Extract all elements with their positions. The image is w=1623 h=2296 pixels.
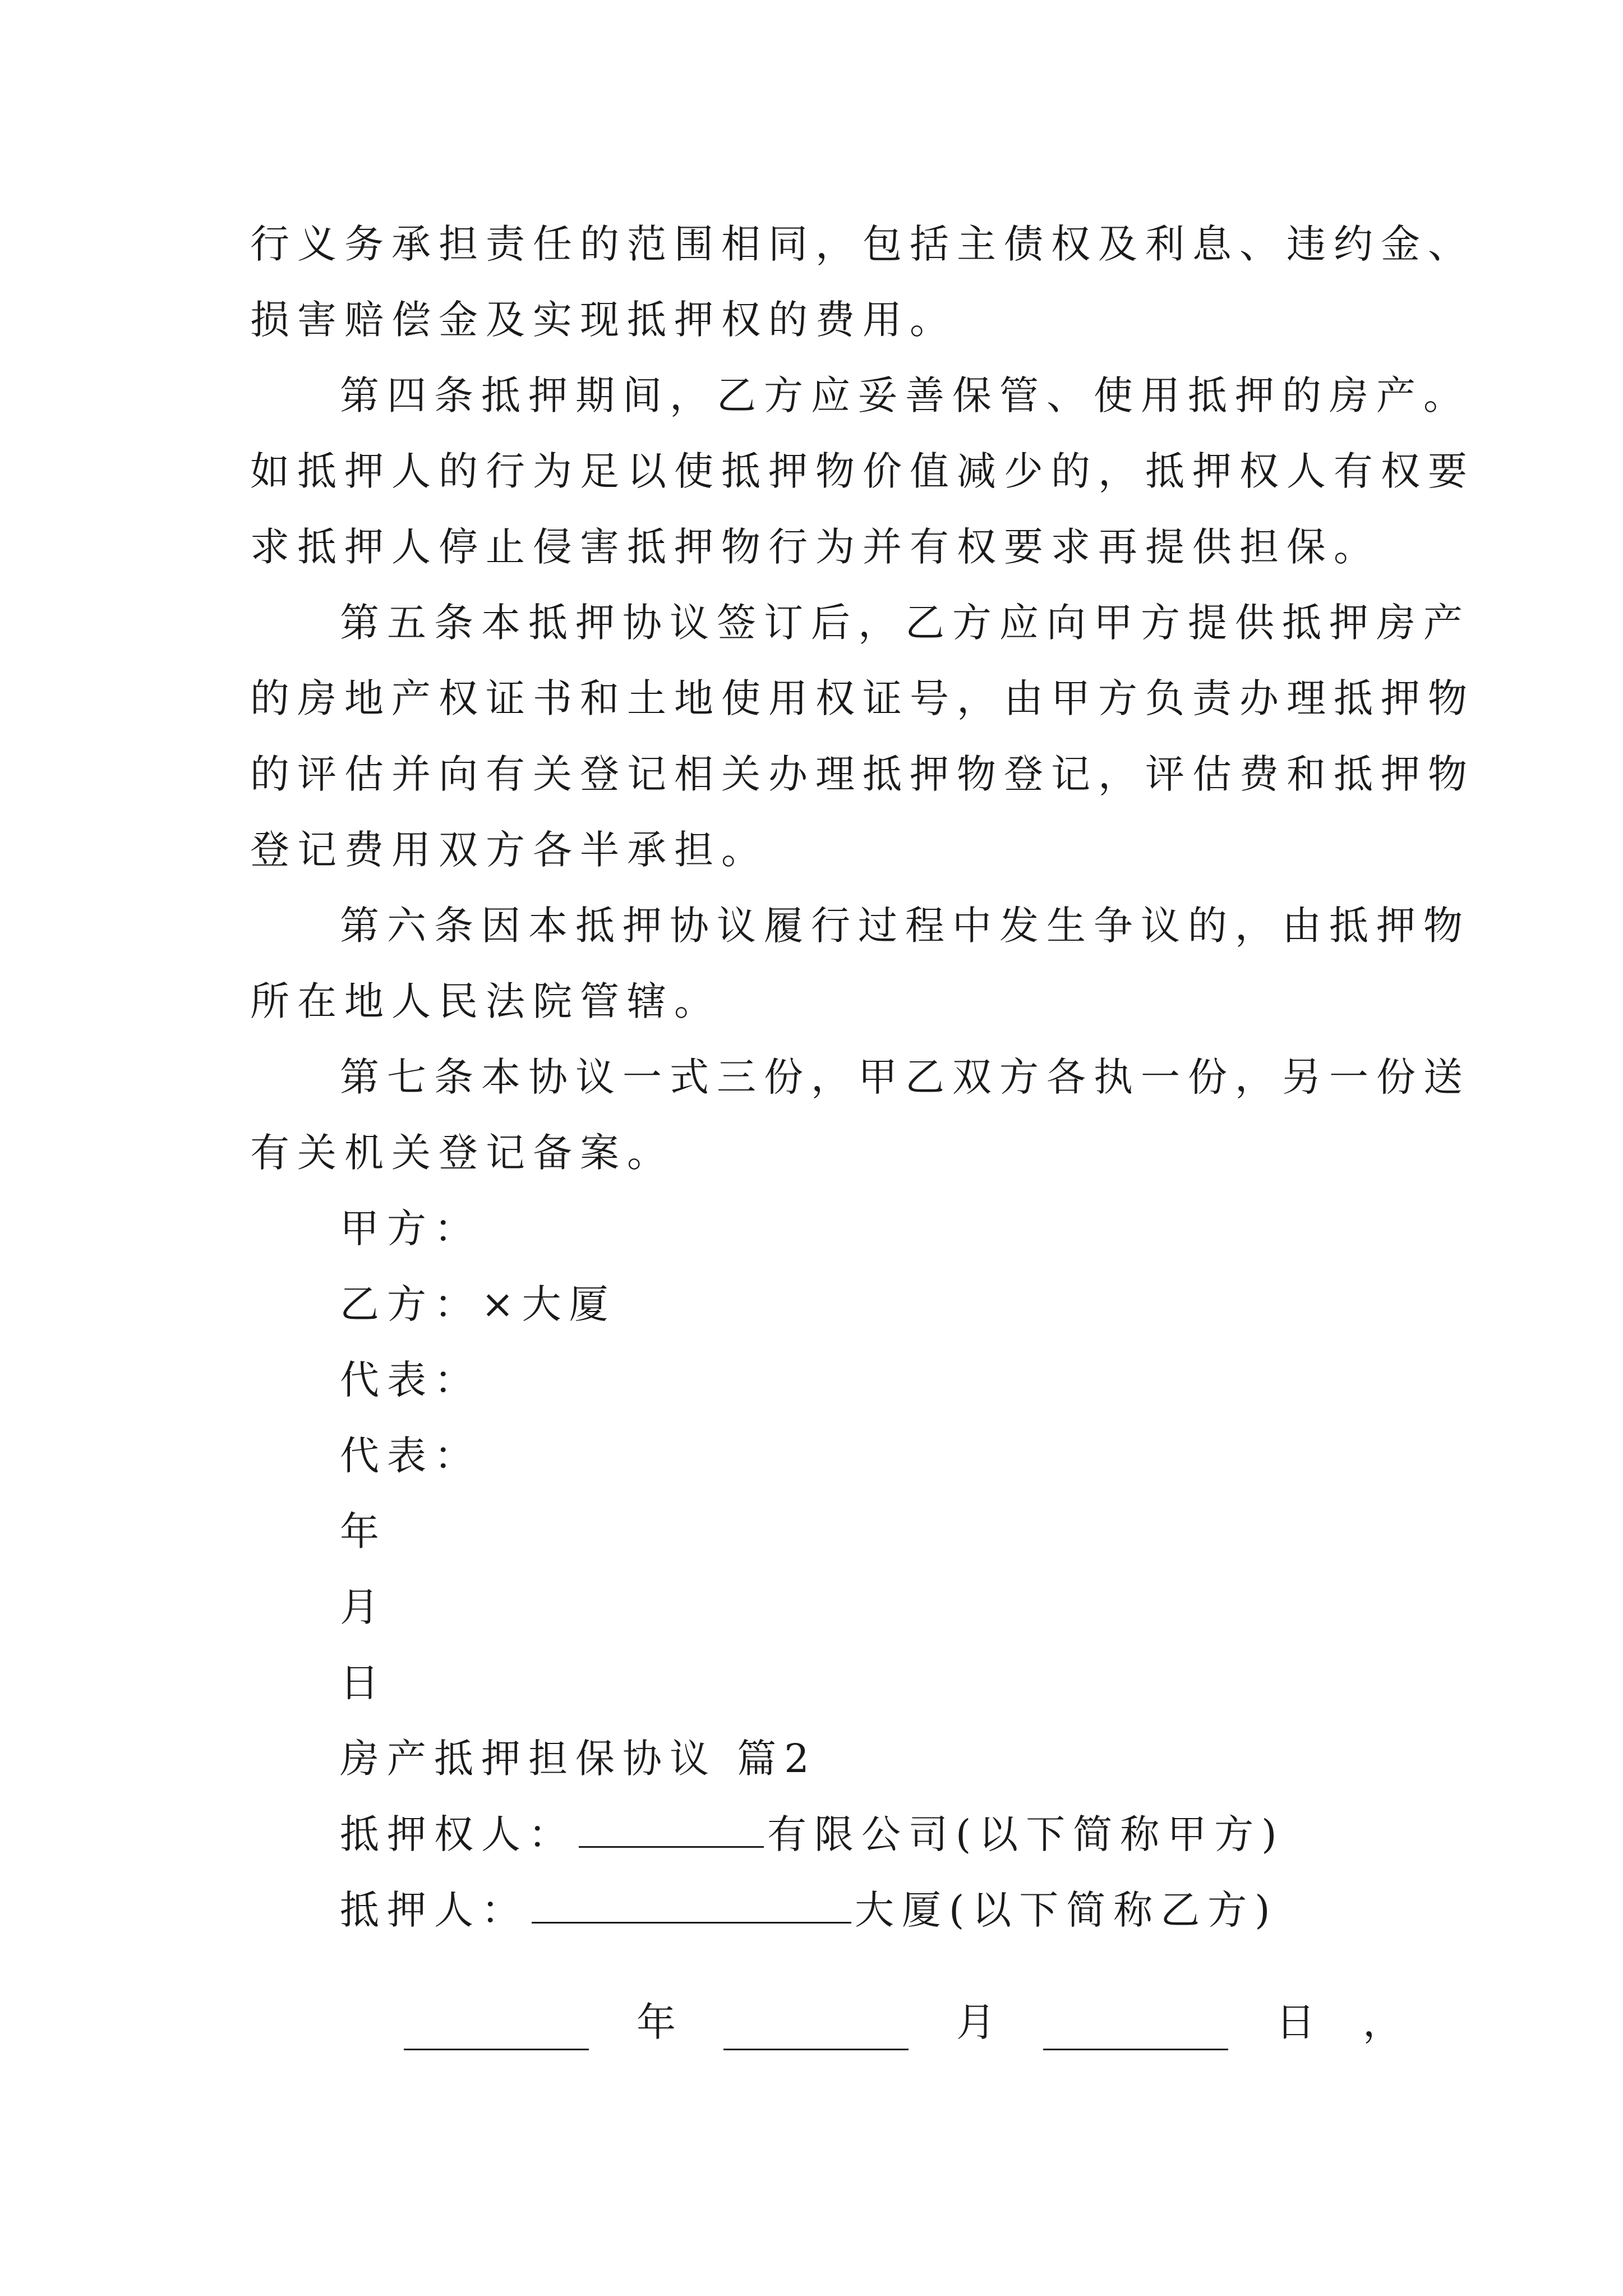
year-blank <box>404 2015 589 2050</box>
day-unit: 日 <box>1276 1999 1315 2045</box>
mortgagee-blank <box>579 1812 764 1848</box>
year-unit: 年 <box>637 1999 676 2045</box>
paragraph-line: 第四条抵押期间，乙方应妥善保管、使用抵押的房产。 <box>340 372 1470 418</box>
paragraph-line: 如抵押人的行为足以使抵押物价值减少的，抵押权人有权要 <box>250 448 1475 494</box>
paragraph-line: 有关机关登记备案。 <box>250 1130 674 1176</box>
mortgagor-suffix: 大厦(以下简称乙方) <box>855 1887 1278 1933</box>
month-blank <box>723 2015 909 2050</box>
mortgagee-suffix: 有限公司(以下简称甲方) <box>767 1811 1285 1857</box>
date-comma: ， <box>1363 1999 1402 2045</box>
paragraph-line: 求抵押人停止侵害抵押物行为并有权要求再提供担保。 <box>250 524 1381 570</box>
month-unit: 月 <box>956 1999 995 2045</box>
signature-year: 年 <box>340 1508 387 1554</box>
mortgagee-label: 抵押权人： <box>340 1811 575 1857</box>
mortgagor-label: 抵押人： <box>340 1887 528 1933</box>
paragraph-line: 的房地产权证书和土地使用权证号，由甲方负责办理抵押物 <box>250 675 1475 721</box>
paragraph-line: 所在地人民法院管辖。 <box>250 978 721 1024</box>
agreement-date-line <box>404 1994 1402 2050</box>
paragraph-line: 第五条本抵押协议签订后，乙方应向甲方提供抵押房产 <box>340 600 1470 646</box>
paragraph-line: 第七条本协议一式三份，甲乙双方各执一份，另一份送 <box>340 1054 1470 1100</box>
mortgagor-line <box>340 1882 1490 1938</box>
paragraph-line: 第六条因本抵押协议履行过程中发生争议的，由抵押物 <box>340 903 1470 949</box>
signature-party-b: 乙方：×大厦 <box>340 1281 616 1327</box>
paragraph-line: 行义务承担责任的范围相同，包括主债权及利息、违约金、 <box>250 221 1475 267</box>
signature-day: 日 <box>340 1660 387 1706</box>
day-blank <box>1043 2015 1228 2050</box>
paragraph-line: 的评估并向有关登记相关办理抵押物登记，评估费和抵押物 <box>250 751 1475 797</box>
mortgagor-blank <box>532 1888 851 1924</box>
section-title: 房产抵押担保协议 篇2 <box>340 1736 817 1782</box>
mortgagee-line <box>340 1806 1490 1862</box>
signature-representative-a: 代表： <box>340 1357 481 1403</box>
signature-party-a: 甲方： <box>340 1205 481 1251</box>
signature-month: 月 <box>340 1584 387 1630</box>
paragraph-line: 损害赔偿金及实现抵押权的费用。 <box>250 297 957 343</box>
paragraph-line: 登记费用双方各半承担。 <box>250 827 768 873</box>
signature-representative-b: 代表： <box>340 1433 481 1479</box>
